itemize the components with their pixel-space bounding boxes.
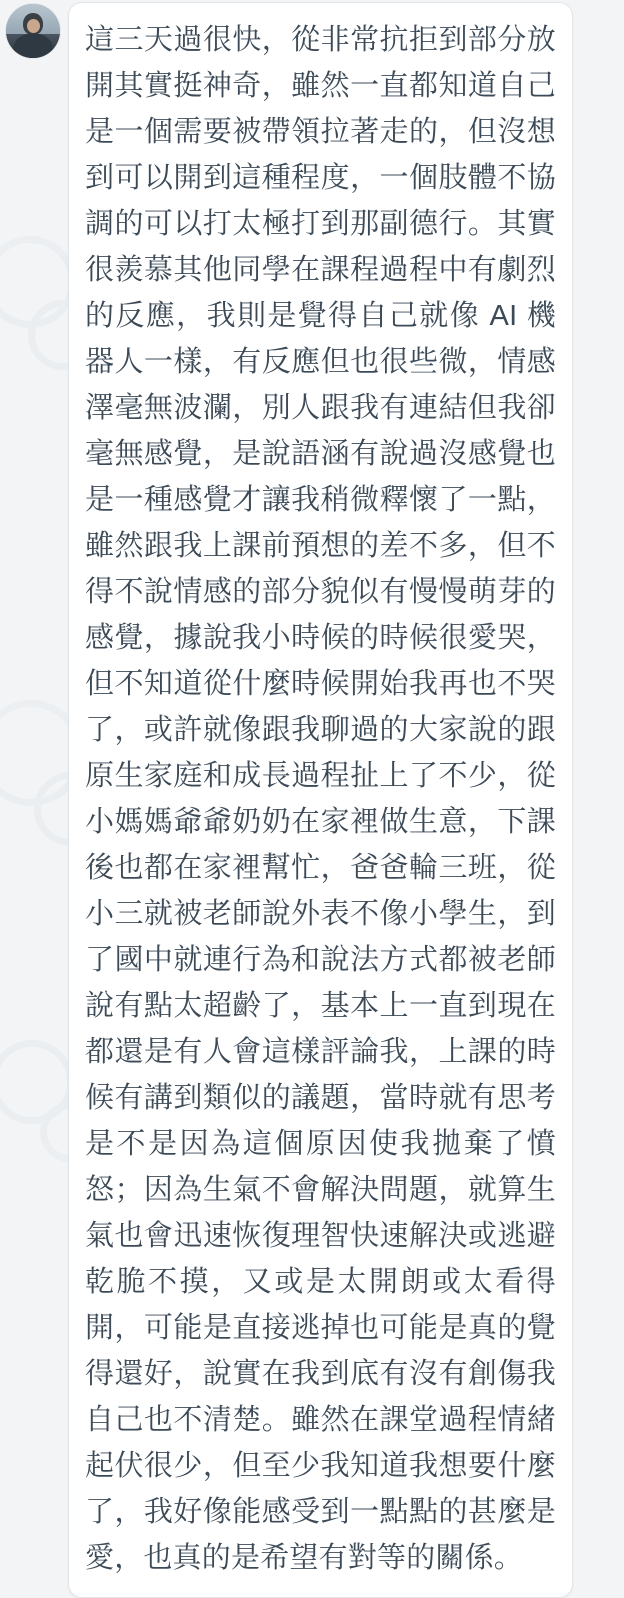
message-text: 這三天過很快，從非常抗拒到部分放開其實挺神奇，雖然一直都知道自己是一個需要被帶領拉著走的，但沒想到可以開到這種程度，一個肢體不協調的可以打太極打到那副德行。其實很羨慕其他同學在課程過程中有劇烈的反應，我則是覺得自己就像 AI 機器人一樣，有反應但也很些微，情感澤毫無波瀾，別人跟我有連結但我卻毫無感覺，是說語涵有說過沒感覺也是一種感覺才讓我稍微釋懷了一點，雖然跟我上課前預想的差不多，但不得不說情感的部分貌似有慢慢萌芽的感覺，據說我小時候的時候很愛哭，但不知道從什麼時候開始我再也不哭了，或許就像跟我聊過的大家說的跟原生家庭和成長過程扯上了不少，從小媽媽爺爺奶奶在家裡做生意，下課後也都在家裡幫忙，爸爸輪三班，從小三就被老師說外表不像小學生，到了國中就連行為和說法方式都被老師說有點太超齡了，基本上一直到現在都還是有人會這樣評論我，上課的時候有講到類似的議題，當時就有思考是不是因為這個原因使我拋棄了憤怒；因為生氣不會解決問題，就算生氣也會迅速恢復理智快速解決或逃避乾脆不摸，又或是太開朗或太看得開，可能是直接逃掉也可能是真的覺得還好，說實在我到底有沒有創傷我自己也不清楚。雖然在課堂過程情緒起伏很少，但至少我知道我想要什麼了，我好像能感受到一點點的甚麼是愛，也真的是希望有對等的關係。	[85, 24, 556, 1574]
avatar[interactable]	[6, 4, 60, 58]
avatar-face	[27, 19, 40, 33]
avatar-body	[13, 34, 53, 58]
message-bubble[interactable]	[68, 2, 573, 1598]
